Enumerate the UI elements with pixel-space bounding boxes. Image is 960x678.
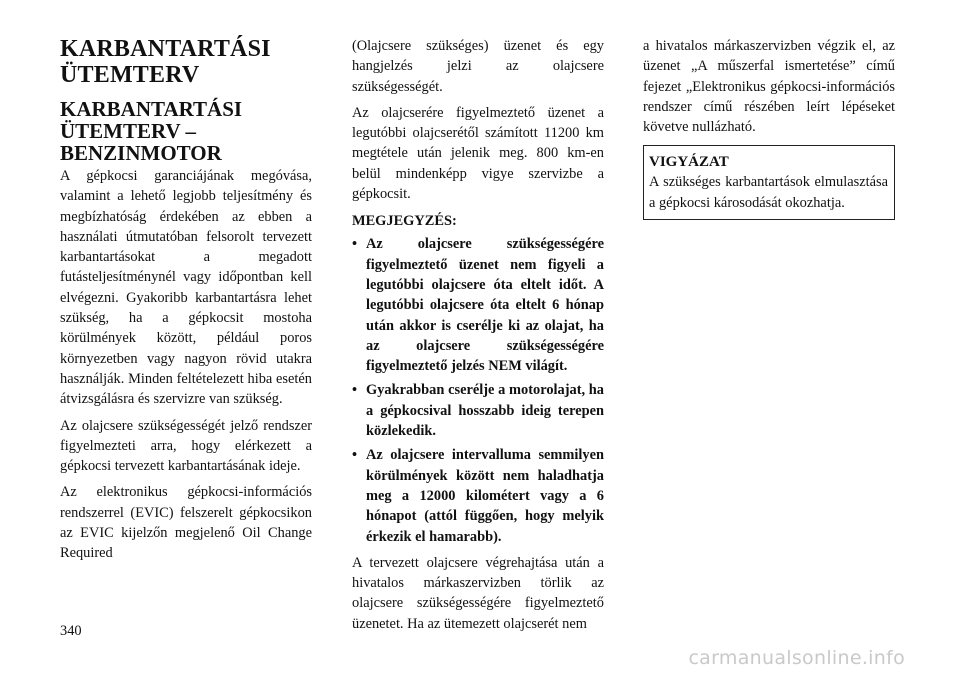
reset-paragraph: A tervezett olajcsere végrehajtása után a hivatalos márkaszervizben törlik az olajcsere szükségességére figyelmeztető üzenetet. Ha az ütemezett olajcserét nem — [352, 554, 604, 632]
main-heading: KARBANTARTÁSI ÜTEMTERV — [60, 36, 271, 88]
note-item-text: Az olajcsere szükségességére figyelmeztető üzenet nem figyeli a legutóbbi olajcsere óta eltelt időt. A legutóbbi olajcsere óta eltelt 6 hónap után akkor is cserélje ki az olajat, ha az olajcsere szükségességére figyelmeztető jelzés NEM világít. — [366, 236, 604, 375]
note-heading: MEGJEGYZÉS: — [352, 213, 457, 230]
section-heading: KARBANTARTÁSI ÜTEMTERV – BENZINMOTOR — [60, 97, 243, 165]
warning-text: A szükséges karbantartások elmulasztása a gépkocsi károsodását okozhatja. — [649, 174, 888, 211]
evic-paragraph: Az elektronikus gépkocsi-információs rendszerrel (EVIC) felszerelt gépkocsikon az EVIC kijelzőn megjelenő Oil Change Required — [60, 484, 312, 562]
bullet-marker: • — [352, 447, 358, 464]
oil-indicator-paragraph: Az olajcsere szükségességét jelző rendszer figyelmezteti arra, hogy elérkezett a gépkocsi tervezett karbantartásának ideje. — [60, 417, 312, 475]
watermark-text: carmanualsonline.info — [688, 647, 905, 669]
oil-message-paragraph: (Olajcsere szükséges) üzenet és egy hangjelzés jelzi az olajcsere szükségességét. — [352, 38, 604, 95]
page-number: 340 — [60, 623, 82, 639]
note-item — [352, 234, 604, 376]
warning-box — [643, 145, 895, 220]
note-item-text: Az olajcsere intervalluma semmilyen körülmények között nem haladhatja meg a 12000 kilométert vagy a 6 hónapot (attól függően, hogy melyik érkezik el hamarabb). — [366, 447, 604, 545]
note-item-text: Gyakrabban cserélje a motorolajat, ha a gépkocsival hosszabb ideig terepen közlekedik. — [366, 382, 604, 440]
bullet-marker: • — [352, 236, 358, 253]
reset-continuation-paragraph: a hivatalos márkaszervizben végzik el, az üzenet „A műszerfal ismertetése” című fejezet „Elektronikus gépkocsi-információs rendszer című részében leírt lépéseket követve nullázható. — [643, 38, 895, 136]
middle-column — [352, 36, 604, 640]
note-item — [352, 380, 604, 441]
bullet-marker: • — [352, 382, 358, 399]
note-list — [352, 234, 604, 546]
note-item — [352, 445, 604, 546]
oil-warning-distance-paragraph: Az olajcserére figyelmeztető üzenet a legutóbbi olajcserétől számított 11200 km megtétele után jelenik meg. 800 km-en belül mindenképp vigye szervizbe a gépkocsit. — [352, 104, 604, 203]
right-column — [643, 36, 895, 220]
warning-title: VIGYÁZAT — [649, 154, 729, 171]
left-column — [60, 36, 312, 570]
intro-paragraph: A gépkocsi garanciájának megóvása, valamint a lehető legjobb teljesítmény és megbízhatóság érdekében az ebben a használati útmutatóban felsorolt tervezett karbantartásokat a megadott futásteljesítménynél vagy időpontban kell elvégezni. Gyakoribb karbantartásra lehet szükség, ha a gépkocsit mostoha körülmények között, például poros környezetben vagy nagyon rövid utakra használják. Minden feltételezett hiba esetén átvizsgálásra és szervizre van szükség. — [60, 168, 312, 408]
